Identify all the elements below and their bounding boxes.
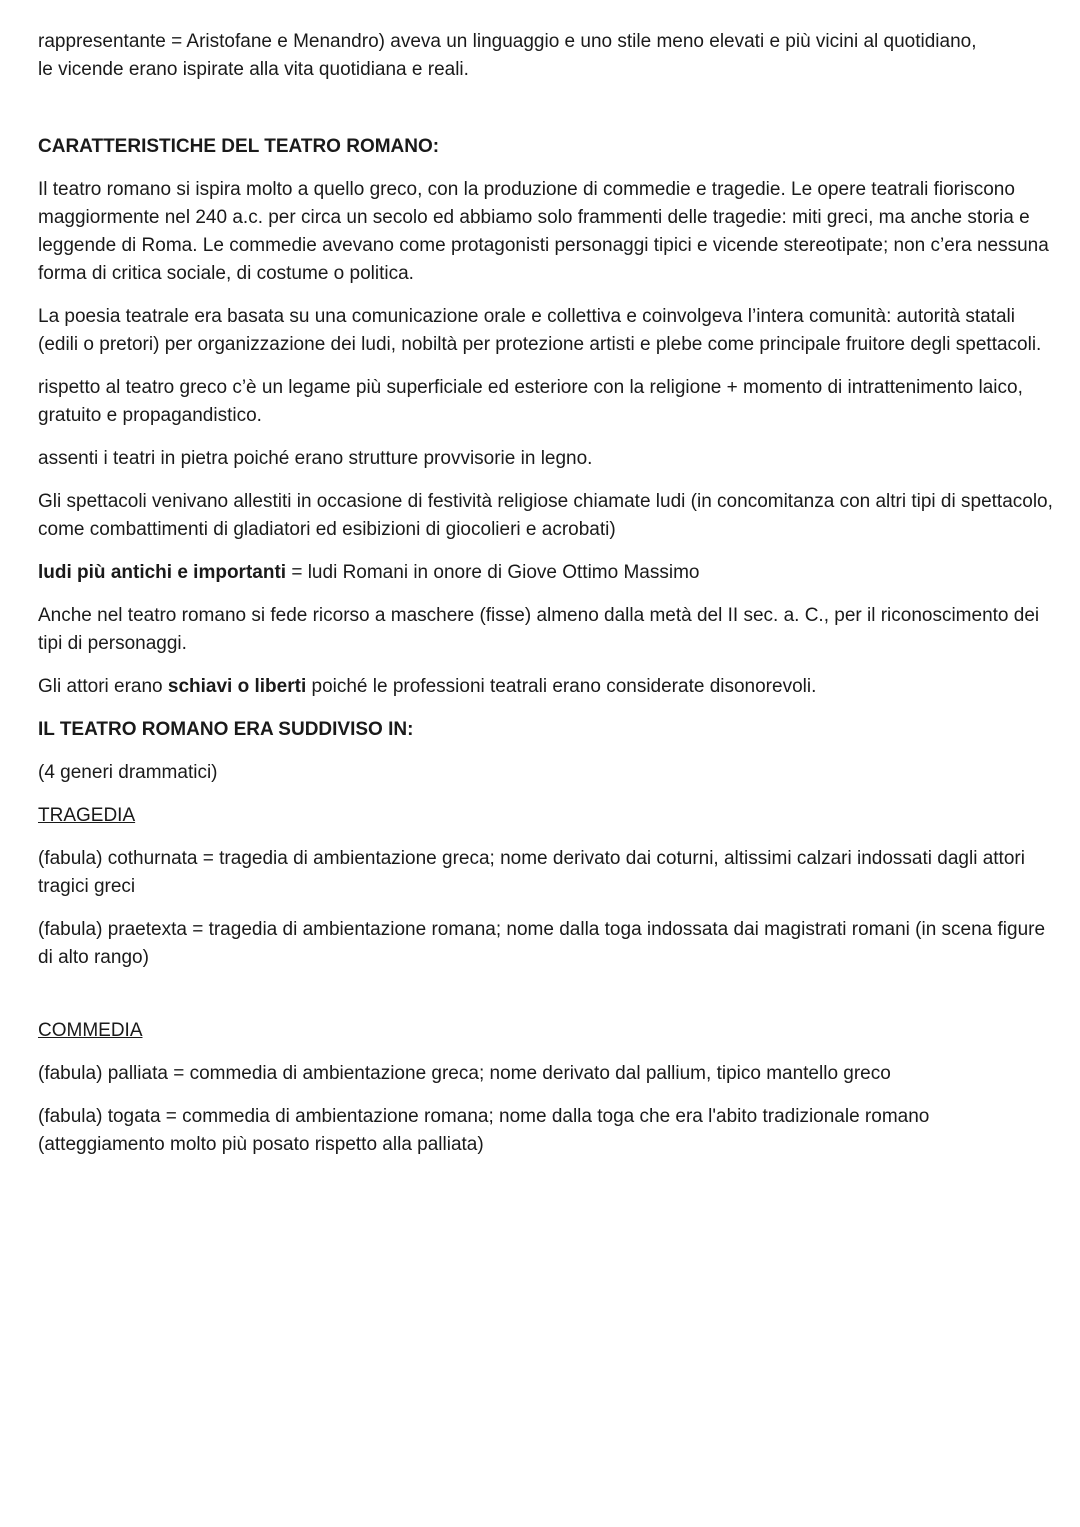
definition-praetexta: (fabula) praetexta = tragedia di ambientazione romana; nome dalla toga indossata dai magistrati romani (in scena figure di alto rango) (38, 919, 1046, 968)
subheading-commedia: COMMEDIA (38, 1020, 143, 1041)
paragraph-maschere: Anche nel teatro romano si fede ricorso a maschere (fisse) almeno dalla metà del II sec. a. C., per il riconoscimento dei tipi di personaggi. (38, 605, 1040, 654)
document-page (38, 28, 1058, 1174)
ludi-antichi-bold: ludi più antichi e importanti (38, 562, 287, 583)
intro-paragraph (38, 28, 1058, 84)
intro-line-1: rappresentante = Aristofane e Menandro) aveva un linguaggio e uno stile meno elevati e più vicini al quotidiano, (38, 31, 977, 52)
attori-end: poiché le professioni teatrali erano considerate disonorevoli. (306, 676, 817, 697)
spacer (38, 99, 1058, 133)
ludi-antichi-rest: = ludi Romani in onore di Giove Ottimo Massimo (286, 562, 700, 583)
attori-start: Gli attori erano (38, 676, 168, 697)
paragraph-ispirazione: Il teatro romano si ispira molto a quello greco, con la produzione di commedie e tragedie. Le opere teatrali fioriscono maggiormente nel 240 a.c. per circa un secolo ed abbiamo solo frammenti delle tragedie: miti greci, ma anche storia e leggende di Roma. Le commedie avevano come protagonisti personaggi tipici e vicende stereotipate; non c’era nessuna forma di critica sociale, di costume o politica. (38, 179, 1049, 284)
paragraph-spettacoli-ludi: Gli spettacoli venivano allestiti in occasione di festività religiose chiamate ludi (in concomitanza con altri tipi di spettacolo, come combattimenti di gladiatori ed esibizioni di giocolieri e acrobati) (38, 491, 1053, 540)
paragraph-ludi-antichi (38, 559, 1058, 587)
attori-bold: schiavi o liberti (167, 676, 307, 697)
definition-palliata: (fabula) palliata = commedia di ambientazione greca; nome derivato dal pallium, tipico mantello greco (38, 1063, 891, 1084)
paragraph-religione: rispetto al teatro greco c’è un legame più superficiale ed esteriore con la religione + momento di intrattenimento laico, gratuito e propagandistico. (38, 377, 1023, 426)
paragraph-attori (38, 673, 1058, 701)
spacer (38, 987, 1058, 1017)
heading-caratteristiche: CARATTERISTICHE DEL TEATRO ROMANO: (38, 136, 440, 157)
subheading-tragedia: TRAGEDIA (38, 805, 136, 826)
note-generi-drammatici: (4 generi drammatici) (38, 762, 218, 783)
heading-suddiviso: IL TEATRO ROMANO ERA SUDDIVISO IN: (38, 719, 414, 740)
intro-line-2: le vicende erano ispirate alla vita quotidiana e reali. (38, 59, 469, 80)
definition-cothurnata: (fabula) cothurnata = tragedia di ambientazione greca; nome derivato dai coturni, altissimi calzari indossati dagli attori tragici greci (38, 848, 1025, 897)
paragraph-teatri-pietra: assenti i teatri in pietra poiché erano strutture provvisorie in legno. (38, 448, 593, 469)
paragraph-poesia-teatrale: La poesia teatrale era basata su una comunicazione orale e collettiva e coinvolgeva l’intera comunità: autorità statali (edili o pretori) per organizzazione dei ludi, nobiltà per protezione artisti e plebe come principale fruitore degli spettacoli. (38, 306, 1042, 355)
definition-togata: (fabula) togata = commedia di ambientazione romana; nome dalla toga che era l'abito tradizionale romano (atteggiamento molto più posato rispetto alla palliata) (38, 1106, 930, 1155)
